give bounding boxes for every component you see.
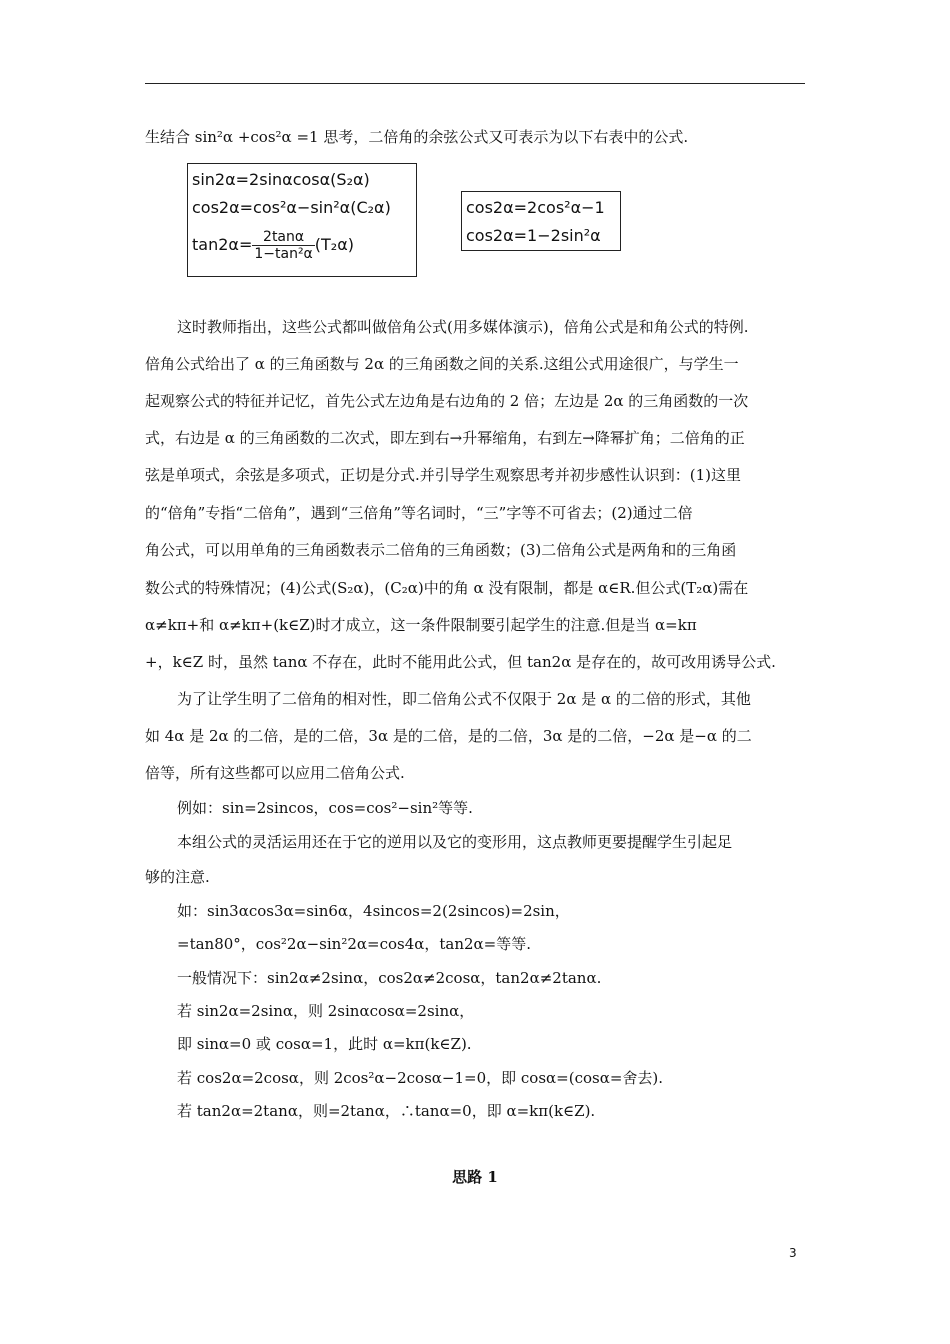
paragraph-line: 角公式，可以用单角的三角函数表示二倍角的三角函数；(3)二倍角公式是两角和的三角函	[145, 541, 737, 559]
paragraph-line: α≠kπ+和 α≠kπ+(k∈Z)时才成立，这一条件限制要引起学生的注意.但是当 α=kπ	[145, 616, 697, 634]
formula-line: 若 sin2α=2sinα，则 2sinαcosα=2sinα，	[177, 1002, 475, 1020]
paragraph2-line: 如 4α 是 2α 的二倍，是的二倍，3α 是的二倍，是的二倍，3α 是的二倍，−2α 是−α 的二	[145, 727, 752, 745]
paragraph-line: 弦是单项式，余弦是多项式，正切是分式.并引导学生观察思考并初步感性认识到：(1)这里	[145, 466, 742, 484]
tangent-double-angle-formula	[192, 222, 412, 268]
paragraph2-line: 为了让学生明了二倍角的相对性，即二倍角公式不仅限于 2α 是 α 的二倍的形式，其他	[177, 690, 751, 708]
paragraph-line: 这时教师指出，这些公式都叫做倍角公式(用多媒体演示)，倍角公式是和角公式的特例.	[177, 318, 749, 336]
paragraph-line: 倍角公式给出了 α 的三角函数与 2α 的三角函数之间的关系.这组公式用途很广，与学生一	[145, 355, 739, 373]
page-number: 3	[789, 1246, 797, 1260]
paragraph-line: 的“倍角”专指“二倍角”，遇到“三倍角”等名词时，“三”字等不可省去；(2)通过二倍	[145, 504, 693, 522]
paragraph-line: 数公式的特殊情况；(4)公式(S₂α)，(C₂α)中的角 α 没有限制，都是 α∈R.但公式(T₂α)需在	[145, 579, 749, 597]
cosine-variants-table	[461, 191, 621, 251]
tangent-fraction-numerator: 2tanα	[252, 229, 314, 246]
cosine-variant-2: cos2α=1−2sin²α	[466, 226, 601, 245]
formula-line: =tan80°，cos²2α−sin²2α=cos4α，tan2α=等等.	[177, 935, 532, 953]
tangent-fraction-denominator: 1−tan²α	[254, 246, 313, 262]
paragraph2-line: 倍等，所有这些都可以应用二倍角公式.	[145, 764, 405, 782]
sine-double-angle-formula: sin2α=2sinαcosα(S₂α)	[192, 170, 370, 189]
tangent-formula-lhs: tan2α=	[192, 235, 253, 254]
paragraph-line: 式，右边是 α 的三角函数的二次式，即左到右→升幂缩角，右到左→降幂扩角；二倍角的正	[145, 429, 745, 447]
header-rule	[145, 83, 805, 84]
formula-line: 即 sinα=0 或 cosα=1，此时 α=kπ(k∈Z).	[177, 1035, 472, 1053]
formula-line: 若 tan2α=2tanα，则=2tanα，∴tanα=0，即 α=kπ(k∈Z).	[177, 1102, 596, 1120]
paragraph3-line: 够的注意.	[145, 868, 210, 886]
section-heading: 思路 1	[452, 1168, 498, 1186]
cosine-variant-1: cos2α=2cos²α−1	[466, 198, 605, 217]
intro-line: 生结合 sin²α +cos²α =1 思考，二倍角的余弦公式又可表示为以下右表中的公式.	[145, 128, 689, 146]
example-line: 例如：sin=2sincos，cos=cos²−sin²等等.	[177, 799, 473, 817]
paragraph-line: +，k∈Z 时，虽然 tanα 不存在，此时不能用此公式，但 tan2α 是存在的，故可改用诱导公式.	[145, 653, 776, 671]
tangent-formula-tag: (T₂α)	[314, 235, 354, 254]
formula-line: 一般情况下：sin2α≠2sinα，cos2α≠2cosα，tan2α≠2tanα.	[177, 969, 602, 987]
tangent-fraction	[252, 229, 314, 262]
cosine-double-angle-formula: cos2α=cos²α−sin²α(C₂α)	[192, 198, 391, 217]
double-angle-formula-table	[187, 163, 417, 277]
paragraph-line: 起观察公式的特征并记忆，首先公式左边角是右边角的 2 倍；左边是 2α 的三角函数的一次	[145, 392, 749, 410]
paragraph3-line: 本组公式的灵活运用还在于它的逆用以及它的变形用，这点教师更要提醒学生引起足	[177, 833, 733, 851]
formula-line: 若 cos2α=2cosα，则 2cos²α−2cosα−1=0，即 cosα=(cosα=舍去).	[177, 1069, 664, 1087]
formula-line: 如：sin3αcos3α=sin6α，4sincos=2(2sincos)=2sin，	[177, 902, 570, 920]
